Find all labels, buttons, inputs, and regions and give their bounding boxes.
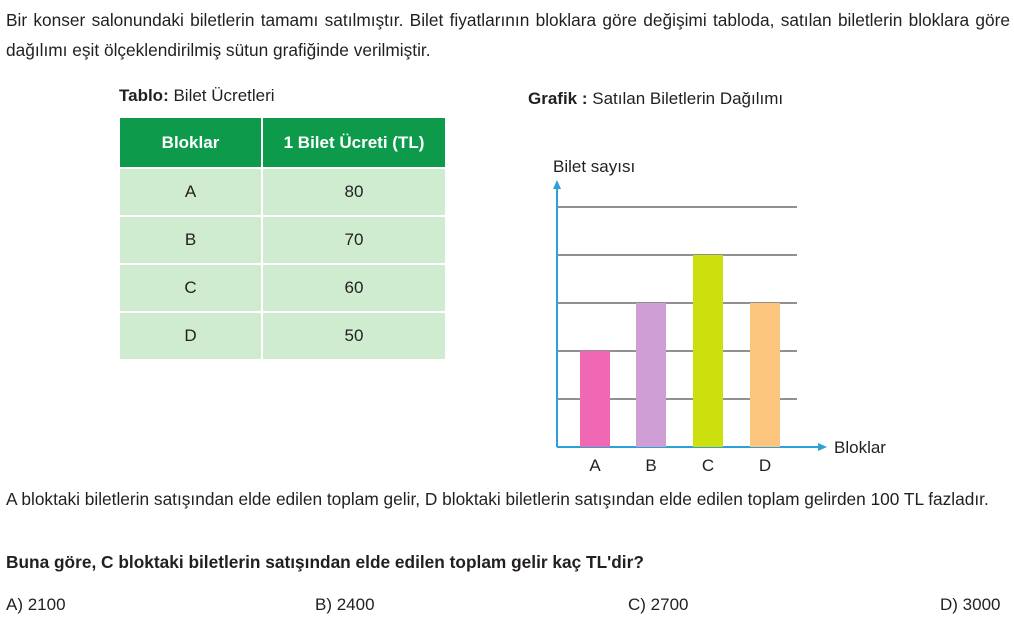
table-caption-bold: Tablo: (119, 86, 169, 105)
bar-a (580, 351, 610, 447)
x-axis-arrow (818, 443, 827, 451)
table-cell-block: C (119, 264, 262, 312)
bar-d (750, 303, 780, 447)
table-caption (119, 86, 275, 106)
table-header-fee: 1 Bilet Ücreti (TL) (262, 117, 446, 168)
table-caption-rest: Bilet Ücretleri (168, 86, 275, 105)
table-cell-block: D (119, 312, 262, 360)
table-row (119, 216, 446, 264)
fee-table (118, 116, 447, 361)
table-cell-fee: 50 (262, 312, 446, 360)
table-row (119, 312, 446, 360)
table-header-blocks: Bloklar (119, 117, 262, 168)
question-text: Buna göre, C bloktaki biletlerin satışından elde edilen toplam gelir kaç TL'dir? (6, 552, 644, 572)
chart-caption-bold: Grafik : (528, 89, 588, 108)
option-b[interactable]: B) 2400 (315, 595, 375, 614)
table-row (119, 168, 446, 216)
y-axis-arrow (553, 180, 561, 189)
option-a[interactable]: A) 2100 (6, 595, 66, 614)
intro-text: Bir konser salonundaki biletlerin tamamı satılmıştır. Bilet fiyatlarının bloklara göre değişimi tabloda, satılan biletlerin bloklara göre dağılımı eşit ölçeklendirilmiş sütun grafiğinde verilmiştir. (6, 10, 1010, 60)
ticket-distribution-chart (540, 150, 900, 480)
table-cell-fee: 60 (262, 264, 446, 312)
table-cell-fee: 70 (262, 216, 446, 264)
x-tick-label: A (589, 456, 601, 475)
chart-caption-rest: Satılan Biletlerin Dağılımı (587, 89, 784, 108)
table-cell-block: B (119, 216, 262, 264)
option-c[interactable]: C) 2700 (628, 595, 689, 614)
table-header-row (119, 117, 446, 168)
table-cell-block: A (119, 168, 262, 216)
x-axis-title: Bloklar (834, 438, 886, 457)
x-tick-label: D (758, 456, 772, 475)
y-axis-title: Bilet sayısı (553, 157, 636, 176)
x-tick-label: B (645, 456, 657, 475)
chart-caption (528, 89, 783, 109)
x-tick-label: C (701, 456, 715, 475)
table-row (119, 264, 446, 312)
bar-c (693, 255, 723, 447)
option-d[interactable]: D) 3000 (940, 595, 1001, 614)
table-cell-fee: 80 (262, 168, 446, 216)
condition-text: A bloktaki biletlerin satışından elde edilen toplam gelir, D bloktaki biletlerin satışından elde edilen toplam gelirden 100 TL fazladır. (6, 489, 989, 509)
bar-b (636, 303, 666, 447)
